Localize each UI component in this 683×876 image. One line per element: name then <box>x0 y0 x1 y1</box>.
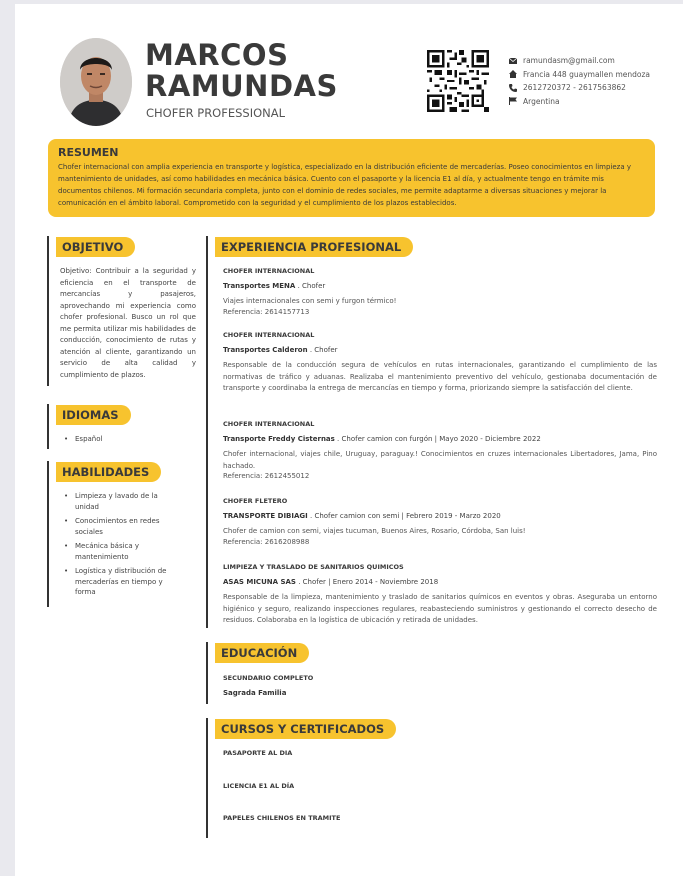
education-title: EDUCACIÓN <box>215 643 309 663</box>
envelope-icon <box>508 58 518 64</box>
contact-address <box>508 68 650 82</box>
summary-text: Chofer internacional con amplia experiencia en transporte y logística, especializado en la distribución eficiente de mercaderías. Poseo conocimientos en limpieza y mantenimiento de unidades, así como habilidades en mecánica básica. Cuento con el pasaporte y la licencia E1 al día, y actualmente tengo en trámite mis documentos chilenos. Mi formación secundaria completa, junto con el dominio de redes sociales, me permite adaptarme a diversas situaciones y mejorar la comunicación en el ámbito laboral. Comprometido con la seguridad y el cumplimiento de los plazos establecidos. <box>58 163 631 207</box>
job-reference: Referencia: 2614157713 <box>223 307 310 316</box>
contact-email <box>508 54 650 68</box>
job-detail: . Chofer <box>309 346 338 354</box>
list-item: • Mecánica básica y mantenimiento <box>63 541 181 562</box>
course-item: PAPELES CHILENOS EN TRAMITE <box>223 814 341 822</box>
job-reference: Referencia: 2612455012 <box>223 472 310 480</box>
experience-title: EXPERIENCIA PROFESIONAL <box>215 237 413 257</box>
job-detail: . Chofer camion con furgón | Mayo 2020 - Diciembre 2022 <box>337 435 541 443</box>
skills-list <box>63 491 181 602</box>
email-text[interactable]: ramundasm@gmail.com <box>523 56 615 66</box>
course-item: LICENCIA E1 AL DÍA <box>223 782 295 790</box>
objective-text: Objetivo: Contribuir a la seguridad y eficiencia en el transporte de mercancías y pasajeros, aprovechando mi experiencia como chofer profesional. Busco un rol que me permita utilizar mis habilidades de conducción, conocimiento de rutas y atención al cliente, garantizando un servicio de alta calidad y cumplimiento de plazos. <box>60 267 196 379</box>
home-icon <box>508 70 518 78</box>
course-item: PASAPORTE AL DIA <box>223 749 293 757</box>
job-detail: . Chofer <box>297 282 326 290</box>
education-school: Sagrada Familia <box>223 689 287 697</box>
phone-icon <box>508 84 518 92</box>
job-title: CHOFER INTERNACIONAL <box>223 267 315 275</box>
list-item: • Limpieza y lavado de la unidad <box>63 491 181 512</box>
job-detail: . Chofer | Enero 2014 - Noviembre 2018 <box>298 578 439 586</box>
job-description: Responsable de la conducción segura de vehículos en rutas internacionales, garantizando el cumplimiento de las normativas de tráfico y aduanas. Realizaba el mantenimiento preventivo del vehículo, gestionaba documentación de transporte y coordinaba la entrega de mercancías en tiempo y forma, priorizando siempre la satisfacción del cliente. <box>223 361 657 392</box>
job-detail: . Chofer camion con semi | Febrero 2019 - Marzo 2020 <box>310 512 501 520</box>
person-portrait-icon <box>60 38 132 126</box>
profile-photo <box>60 38 132 126</box>
job-description: Viajes internacionales con semi y furgon térmico! <box>223 297 397 305</box>
experience-divider <box>206 236 208 628</box>
job-reference: Referencia: 2616208988 <box>223 537 310 546</box>
job-entry <box>223 420 657 480</box>
summary-section <box>48 139 655 217</box>
objective-divider <box>47 236 49 386</box>
skills-divider <box>47 461 49 607</box>
languages-title: IDIOMAS <box>56 405 131 425</box>
job-entry <box>223 267 657 316</box>
job-company: Transporte Freddy Cisternas <box>223 435 335 443</box>
last-name: RAMUNDAS <box>145 69 338 103</box>
address-text: Francia 448 guaymallen mendoza <box>523 69 651 79</box>
full-name <box>145 40 338 102</box>
job-company: Transportes MENA <box>223 282 296 290</box>
job-description: Chofer de camion con semi, viajes tucuman, Buenos Aires, Rosario, Córdoba, San luis! <box>223 527 526 535</box>
job-company: ASAS MICUNA SAS <box>223 578 296 586</box>
languages-list <box>63 434 181 449</box>
contact-list <box>508 54 650 108</box>
qr-code-icon <box>427 50 489 112</box>
courses-title: CURSOS Y CERTIFICADOS <box>215 719 396 739</box>
job-company: Transportes Calderon <box>223 346 308 354</box>
job-title: LIMPIEZA Y TRASLADO DE SANITARIOS QUIMICOS <box>223 563 404 571</box>
job-entry <box>223 331 657 395</box>
courses-divider <box>206 718 208 838</box>
education-degree: SECUNDARIO COMPLETO <box>223 674 314 682</box>
job-description: Chofer internacional, viajes chile, Uruguay, paraguay.! Conocimientos en cruzes internacionales Libertadores, Jama, Pino hachado. <box>223 450 657 470</box>
languages-divider <box>47 404 49 449</box>
job-description: Responsable de la limpieza, mantenimiento y traslado de sanitarios químicos en eventos y obras. Aseguraba un entorno higiénico y seguro, realizando inspecciones regulares, reabasteciendo suministros y gestionando el correcto desecho de residuos. Colaboraba en la logística de ubicación y retirada de unidades. <box>223 593 657 624</box>
job-company: TRANSPORTE DIBIAGI <box>223 512 308 520</box>
job-title: CHOFER FLETERO <box>223 497 288 505</box>
job-title: CHOFER INTERNACIONAL <box>223 331 315 339</box>
job-role: CHOFER PROFESSIONAL <box>146 106 286 120</box>
summary-title: RESUMEN <box>58 146 119 159</box>
objective-title: OBJETIVO <box>56 237 135 257</box>
contact-country <box>508 95 650 109</box>
contact-phone <box>508 81 650 95</box>
country-text: Argentina <box>523 96 560 106</box>
job-title: CHOFER INTERNACIONAL <box>223 420 315 428</box>
education-divider <box>206 642 208 704</box>
job-entry <box>223 497 657 546</box>
list-item: • Logística y distribución de mercaderías en tiempo y forma <box>63 566 181 598</box>
first-name: MARCOS <box>145 38 289 72</box>
list-item: • Español <box>63 434 181 445</box>
phone-text: 2612720372 - 2617563862 <box>523 83 626 93</box>
job-entry <box>223 563 657 627</box>
list-item: • Conocimientos en redes sociales <box>63 516 181 537</box>
flag-icon <box>508 97 518 105</box>
resume-page <box>15 4 683 876</box>
skills-title: HABILIDADES <box>56 462 161 482</box>
